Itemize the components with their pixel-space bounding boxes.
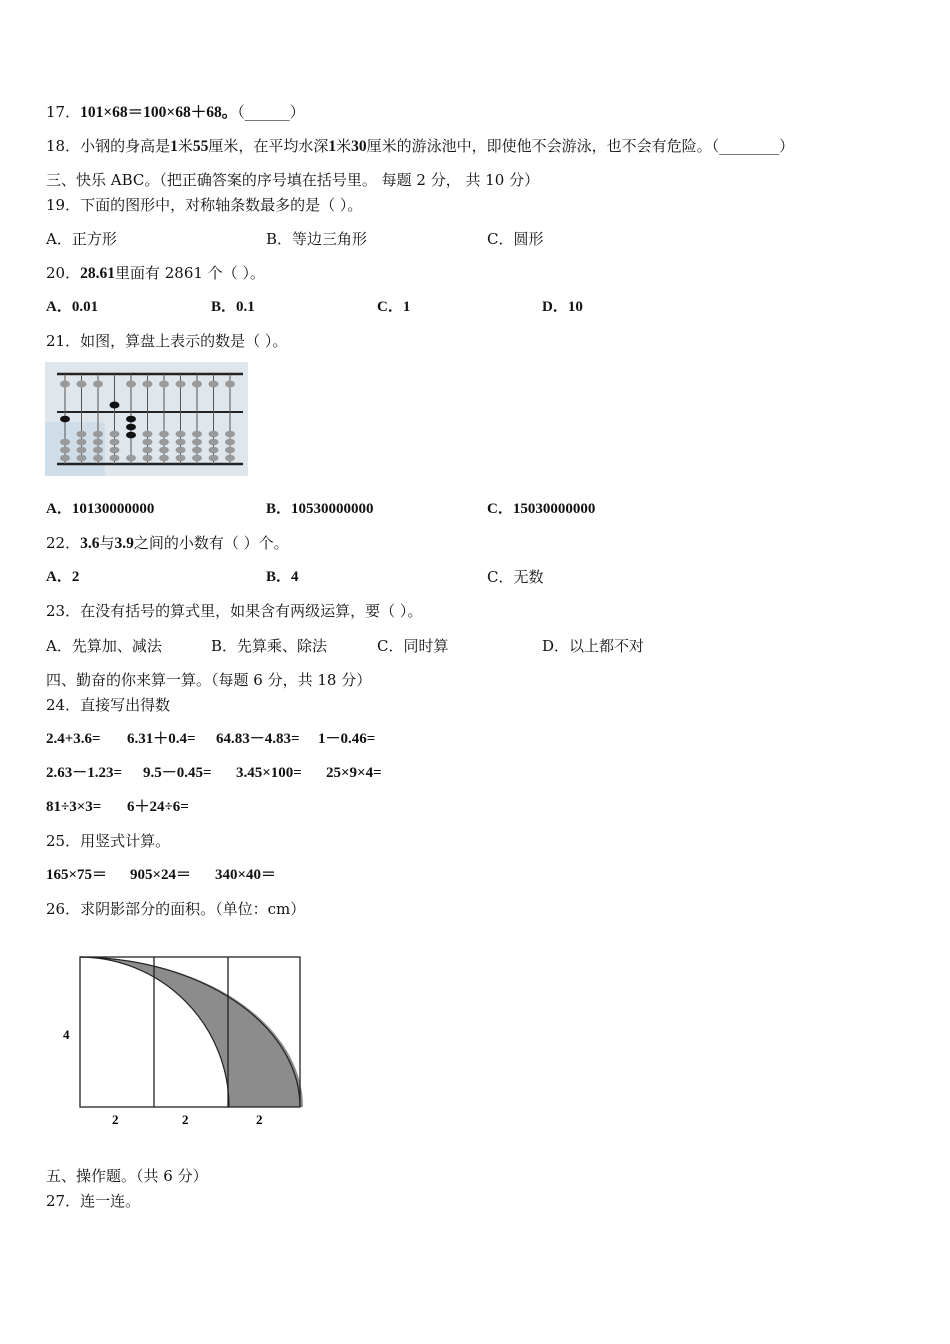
calc-item: 6.31＋0.4= <box>127 731 196 747</box>
abacus-bead <box>192 447 202 454</box>
question-26: 26．求阴影部分的面积。（单位：cm） <box>46 900 306 918</box>
abacus-bead <box>110 402 120 409</box>
shaded-area-figure <box>55 945 325 1135</box>
option-b: B．先算乘、除法 <box>211 637 328 655</box>
number: 30 <box>351 138 367 155</box>
abacus-bead <box>225 431 235 438</box>
abacus-bead <box>77 455 87 462</box>
abacus-bead <box>126 455 136 462</box>
option-c: C．无数 <box>487 568 544 586</box>
abacus-bead <box>93 381 103 388</box>
calc-item: 3.45×100= <box>236 765 302 781</box>
abacus-bead <box>143 439 153 446</box>
calc-item: 6＋24÷6= <box>127 799 189 815</box>
number: 1 <box>328 138 337 155</box>
abacus-bead <box>126 424 136 431</box>
question-17 <box>46 102 305 123</box>
text: 厘米的游泳池中，即使他不会游泳，也不会有危险。（________） <box>366 137 795 155</box>
abacus-bead <box>60 455 70 462</box>
width-label: 2 <box>182 1112 189 1127</box>
number: 3.9 <box>114 535 134 552</box>
abacus-bead <box>93 455 103 462</box>
question-25: 25．用竖式计算。 <box>46 832 171 850</box>
option-c: C．15030000000 <box>487 501 596 517</box>
abacus-bead <box>159 431 169 438</box>
abacus-bead <box>143 431 153 438</box>
abacus-bead <box>110 447 120 454</box>
abacus-bead <box>126 432 136 439</box>
section-4-heading: 四、勤奋的你来算一算。（每题 6 分，共 18 分） <box>46 671 372 689</box>
calc-item: 81÷3×3= <box>46 799 102 815</box>
option-c: C．1 <box>377 299 411 315</box>
number: 3.6 <box>80 535 100 552</box>
option-a: A．0.01 <box>46 299 99 315</box>
abacus-bead <box>176 455 186 462</box>
abacus-bead <box>60 439 70 446</box>
text: 米 <box>177 137 193 155</box>
question-18 <box>46 136 794 157</box>
abacus-bead <box>126 416 136 423</box>
abacus-bead <box>225 455 235 462</box>
abacus-bead <box>77 439 87 446</box>
section-5-heading: 五、操作题。（共 6 分） <box>46 1167 208 1185</box>
option-a: A．先算加、减法 <box>46 637 162 655</box>
text: 与 <box>99 534 115 552</box>
question-27: 27．连一连。 <box>46 1192 141 1210</box>
abacus-bead <box>225 447 235 454</box>
question-23: 23．在没有括号的算式里，如果含有两级运算，要（ ）。 <box>46 602 423 620</box>
option-b: B．等边三角形 <box>266 230 368 248</box>
text: 之间的小数有（ ）个。 <box>133 534 289 552</box>
question-24: 24．直接写出得数 <box>46 696 171 714</box>
abacus-bead <box>209 381 219 388</box>
abacus-bead <box>93 447 103 454</box>
abacus-bead <box>159 439 169 446</box>
text: 小钢的身高是 <box>80 137 171 155</box>
option-b: B．10530000000 <box>266 501 374 517</box>
abacus-bead <box>192 381 202 388</box>
abacus-bead <box>60 416 70 423</box>
abacus-bead <box>192 431 202 438</box>
abacus-bead <box>209 431 219 438</box>
number: 28.61 <box>80 265 115 282</box>
abacus-bead <box>176 447 186 454</box>
calc-item: 25×9×4= <box>326 765 382 781</box>
abacus-bead <box>209 447 219 454</box>
section-3-heading: 三、快乐 ABC。（把正确答案的序号填在括号里。 每题 2 分， 共 10 分） <box>46 171 540 189</box>
text: 米 <box>336 137 352 155</box>
abacus-bead <box>209 455 219 462</box>
option-b: B．0.1 <box>211 299 255 315</box>
abacus-bead <box>159 447 169 454</box>
abacus-bead <box>159 381 169 388</box>
abacus-bead <box>176 439 186 446</box>
abacus-bead <box>93 439 103 446</box>
calc-item: 165×75＝ <box>46 867 108 883</box>
equation: 101×68＝100×68＋68。 <box>80 104 238 121</box>
calc-item: 2.63－1.23= <box>46 765 123 781</box>
abacus-bead <box>143 447 153 454</box>
abacus-bead <box>60 447 70 454</box>
number: 55 <box>192 138 209 155</box>
abacus-bead <box>143 381 153 388</box>
option-a: A．10130000000 <box>46 501 155 517</box>
option-d: D．10 <box>542 299 583 315</box>
abacus-bead <box>209 439 219 446</box>
question-22 <box>46 533 289 554</box>
abacus-bead <box>225 439 235 446</box>
option-c: C．同时算 <box>377 637 449 655</box>
calc-item: 905×24＝ <box>130 867 192 883</box>
abacus-bead <box>110 431 120 438</box>
question-21: 21．如图，算盘上表示的数是（ ）。 <box>46 332 288 350</box>
abacus-bead <box>176 431 186 438</box>
calc-item: 9.5－0.45= <box>143 765 212 781</box>
width-label: 2 <box>256 1112 263 1127</box>
option-a: A．2 <box>46 569 80 585</box>
option-d: D．以上都不对 <box>542 637 645 655</box>
question-number: 20． <box>46 264 81 282</box>
abacus-bead <box>225 381 235 388</box>
text: 里面有 2861 个（ ）。 <box>114 264 265 282</box>
width-label: 2 <box>112 1112 119 1127</box>
abacus-bead <box>110 455 120 462</box>
question-20 <box>46 263 265 284</box>
abacus-image <box>45 362 248 476</box>
question-number: 22． <box>46 534 81 552</box>
abacus-bead <box>143 455 153 462</box>
abacus-bead <box>110 439 120 446</box>
height-label: 4 <box>63 1027 70 1042</box>
option-c: C．圆形 <box>487 230 544 248</box>
abacus-bead <box>77 381 87 388</box>
abacus-bead <box>176 381 186 388</box>
abacus-bead <box>192 439 202 446</box>
calc-item: 64.83－4.83= <box>216 731 300 747</box>
number: 1 <box>170 138 178 155</box>
option-a: A．正方形 <box>46 230 117 248</box>
abacus-bead <box>77 431 87 438</box>
calc-item: 2.4+3.6= <box>46 731 101 747</box>
question-number: 17． <box>46 103 81 121</box>
question-number: 18． <box>46 137 81 155</box>
calc-item: 340×40＝ <box>215 867 277 883</box>
question-19: 19．下面的图形中，对称轴条数最多的是（ ）。 <box>46 196 363 214</box>
option-b: B．4 <box>266 569 299 585</box>
abacus-bead <box>159 455 169 462</box>
answer-blank: （______） <box>237 103 305 121</box>
abacus-bead <box>60 381 70 388</box>
abacus-bead <box>192 455 202 462</box>
abacus-bead <box>126 381 136 388</box>
text: 厘米，在平均水深 <box>208 137 329 155</box>
abacus-bead <box>77 447 87 454</box>
calc-item: 1－0.46= <box>318 731 376 747</box>
abacus-bead <box>93 431 103 438</box>
